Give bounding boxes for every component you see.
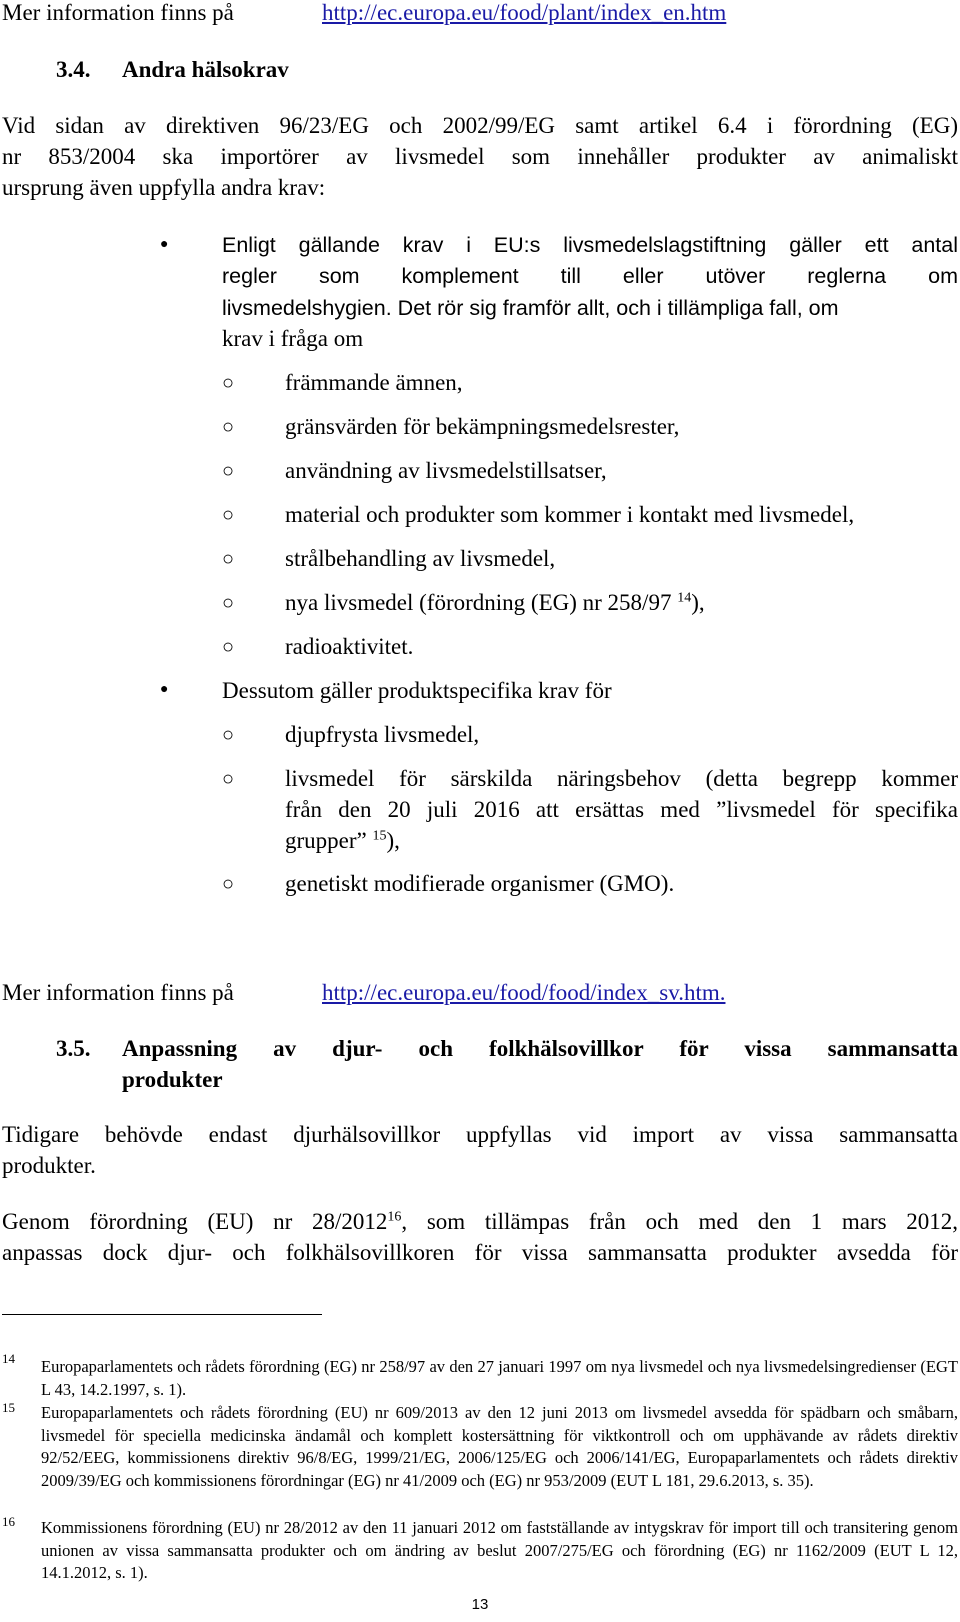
- intro-line-3: ursprung även uppfylla andra krav:: [2, 175, 326, 200]
- sub2-marker-1: ○: [222, 724, 235, 746]
- footnote-15-number: 15: [2, 1400, 15, 1415]
- sub2-item-2-close: ),: [386, 828, 400, 853]
- sub2-item-1: djupfrysta livsmedel,: [285, 722, 480, 747]
- bullet-1-line-1: Enligt gällande krav i EU:s livsmedelslagstiftning gäller ett antal: [222, 233, 958, 257]
- footnote-ref-14[interactable]: 14: [677, 590, 692, 606]
- section-3-5-number: 3.5.: [56, 1036, 91, 1061]
- p1-line-1: Tidigare behövde endast djurhälsovillkor uppfyllas vid import av vissa sammansatta: [2, 1122, 958, 1147]
- bullet-2-marker: ●: [160, 682, 169, 697]
- bullet-1-marker: ●: [160, 237, 169, 252]
- footnote-separator: [2, 1314, 322, 1315]
- footnote-ref-15[interactable]: 15: [372, 828, 387, 844]
- sub2-item-2-line-3-text: grupper”: [285, 828, 367, 853]
- sub2-item-3: genetiskt modifierade organismer (GMO).: [285, 871, 675, 896]
- p1-line-2: produkter.: [2, 1153, 96, 1178]
- bullet-2-text: Dessutom gäller produktspecifika krav för: [222, 678, 612, 703]
- section-3-5-title-line-2: produkter: [122, 1067, 223, 1092]
- sub1-item-6: radioaktivitet.: [285, 634, 414, 659]
- footnote-14-text: Europaparlamentets och rådets förordning (EG) nr 258/97 av den 27 januari 1997 om nya livsmedel och nya livsmedelsingredienser (EGT L 43, 14.2.1997, s. 1).: [41, 1357, 958, 1399]
- p2-line-2: anpassas dock djur- och folkhälsovillkoren för vissa sammansatta produkter avsedda för: [2, 1240, 958, 1265]
- sub1-marker-3: ○: [222, 504, 235, 526]
- p2-line-1-a: Genom förordning (EU) nr 28/2012: [2, 1209, 388, 1234]
- sub1-marker-6: ○: [222, 636, 235, 658]
- section-3-5-title-line-1: Anpassning av djur- och folkhälsovillkor för vissa sammansatta: [122, 1036, 958, 1061]
- sub2-marker-3: ○: [222, 873, 235, 895]
- sub1-item-0: främmande ämnen,: [285, 370, 463, 395]
- bullet-1-line-3: [222, 295, 839, 321]
- sub1-marker-2: ○: [222, 460, 235, 482]
- footnote-15-text: Europaparlamentets och rådets förordning (EU) nr 609/2013 av den 12 juni 2013 om livsmedel avsedda för spädbarn och småbarn, livsmedel för speciella medicinska ändamål och komplett kostersättning för viktkontroll och om upphävande av rådets direktiv 92/52/EEG, kommissionens direktiv 96/8/EG, 1999/21/EG, 2006/125/EG och 2006/141/EG, Europaparlamentets och rådets direktiv 2009/39/EG och kommissionens förordningar (EG) nr 41/2009 och (EG) nr 953/2009 (EUT L 181, 29.6.2013, s. 35).: [41, 1403, 958, 1490]
- sub2-marker-2: ○: [222, 768, 235, 790]
- sub1-item-2: användning av livsmedelstillsatser,: [285, 458, 607, 483]
- sub1-item-5-text: nya livsmedel (förordning (EG) nr 258/97: [285, 590, 672, 615]
- sub1-item-1: gränsvärden för bekämpningsmedelsrester,: [285, 414, 680, 439]
- sub1-item-4: strålbehandling av livsmedel,: [285, 546, 556, 571]
- footnote-ref-16[interactable]: 16: [387, 1209, 402, 1225]
- intro-line-2: nr 853/2004 ska importörer av livsmedel som innehåller produkter av animaliskt: [2, 144, 958, 169]
- page-number: 13: [471, 1596, 489, 1613]
- bullet-1-line-2: regler som komplement till eller utöver reglerna om: [222, 264, 958, 288]
- sub1-item-5-close: ),: [691, 590, 705, 615]
- sub2-item-2-line-3: [285, 828, 400, 854]
- more-info-link[interactable]: http://ec.europa.eu/food/food/index_sv.htm.: [322, 980, 726, 1005]
- sub1-marker-0: ○: [222, 372, 235, 394]
- section-3-4-number: 3.4.: [56, 57, 91, 82]
- p2-line-1-b: , som tillämpas från och med den 1 mars 2012,: [401, 1209, 958, 1234]
- more-info-label: Mer information finns på: [2, 980, 234, 1005]
- sub1-marker-5: ○: [222, 592, 235, 614]
- footnote-14-number: 14: [2, 1351, 15, 1366]
- sub1-item-3: material och produkter som kommer i kontakt med livsmedel,: [285, 502, 855, 527]
- footnote-16-number: 16: [2, 1514, 15, 1529]
- sub1-marker-1: ○: [222, 416, 235, 438]
- intro-line-1: Vid sidan av direktiven 96/23/EG och 2002/99/EG samt artikel 6.4 i förordning (EG): [2, 113, 958, 138]
- more-info-link-top[interactable]: http://ec.europa.eu/food/plant/index_en.htm: [322, 0, 727, 25]
- sub1-marker-4: ○: [222, 548, 235, 570]
- footnote-16-text: Kommissionens förordning (EU) nr 28/2012 av den 11 januari 2012 om fastställande av intygskrav för import till och transitering genom unionen av vissa sammansatta produkter och om ändring av beslut 2007/275/EG och förordning (EG) nr 1162/2009 (EUT L 12, 14.1.2012, s. 1).: [41, 1518, 958, 1582]
- sub1-item-5: [285, 590, 705, 616]
- bullet-1-line-4: krav i fråga om: [222, 326, 364, 351]
- sub2-item-2-line-2: från den 20 juli 2016 att ersättas med ”livsmedel för specifika: [285, 797, 958, 822]
- sub2-item-2-line-1: livsmedel för särskilda näringsbehov (detta begrepp kommer: [285, 766, 958, 791]
- more-info-label-top: Mer information finns på: [2, 0, 234, 25]
- bullet-1-line-3-text: livsmedelshygien. Det rör sig framför allt, och i tillämpliga fall, om: [222, 296, 839, 320]
- section-3-4-title: Andra hälsokrav: [122, 57, 289, 82]
- p2-line-1: [2, 1209, 958, 1235]
